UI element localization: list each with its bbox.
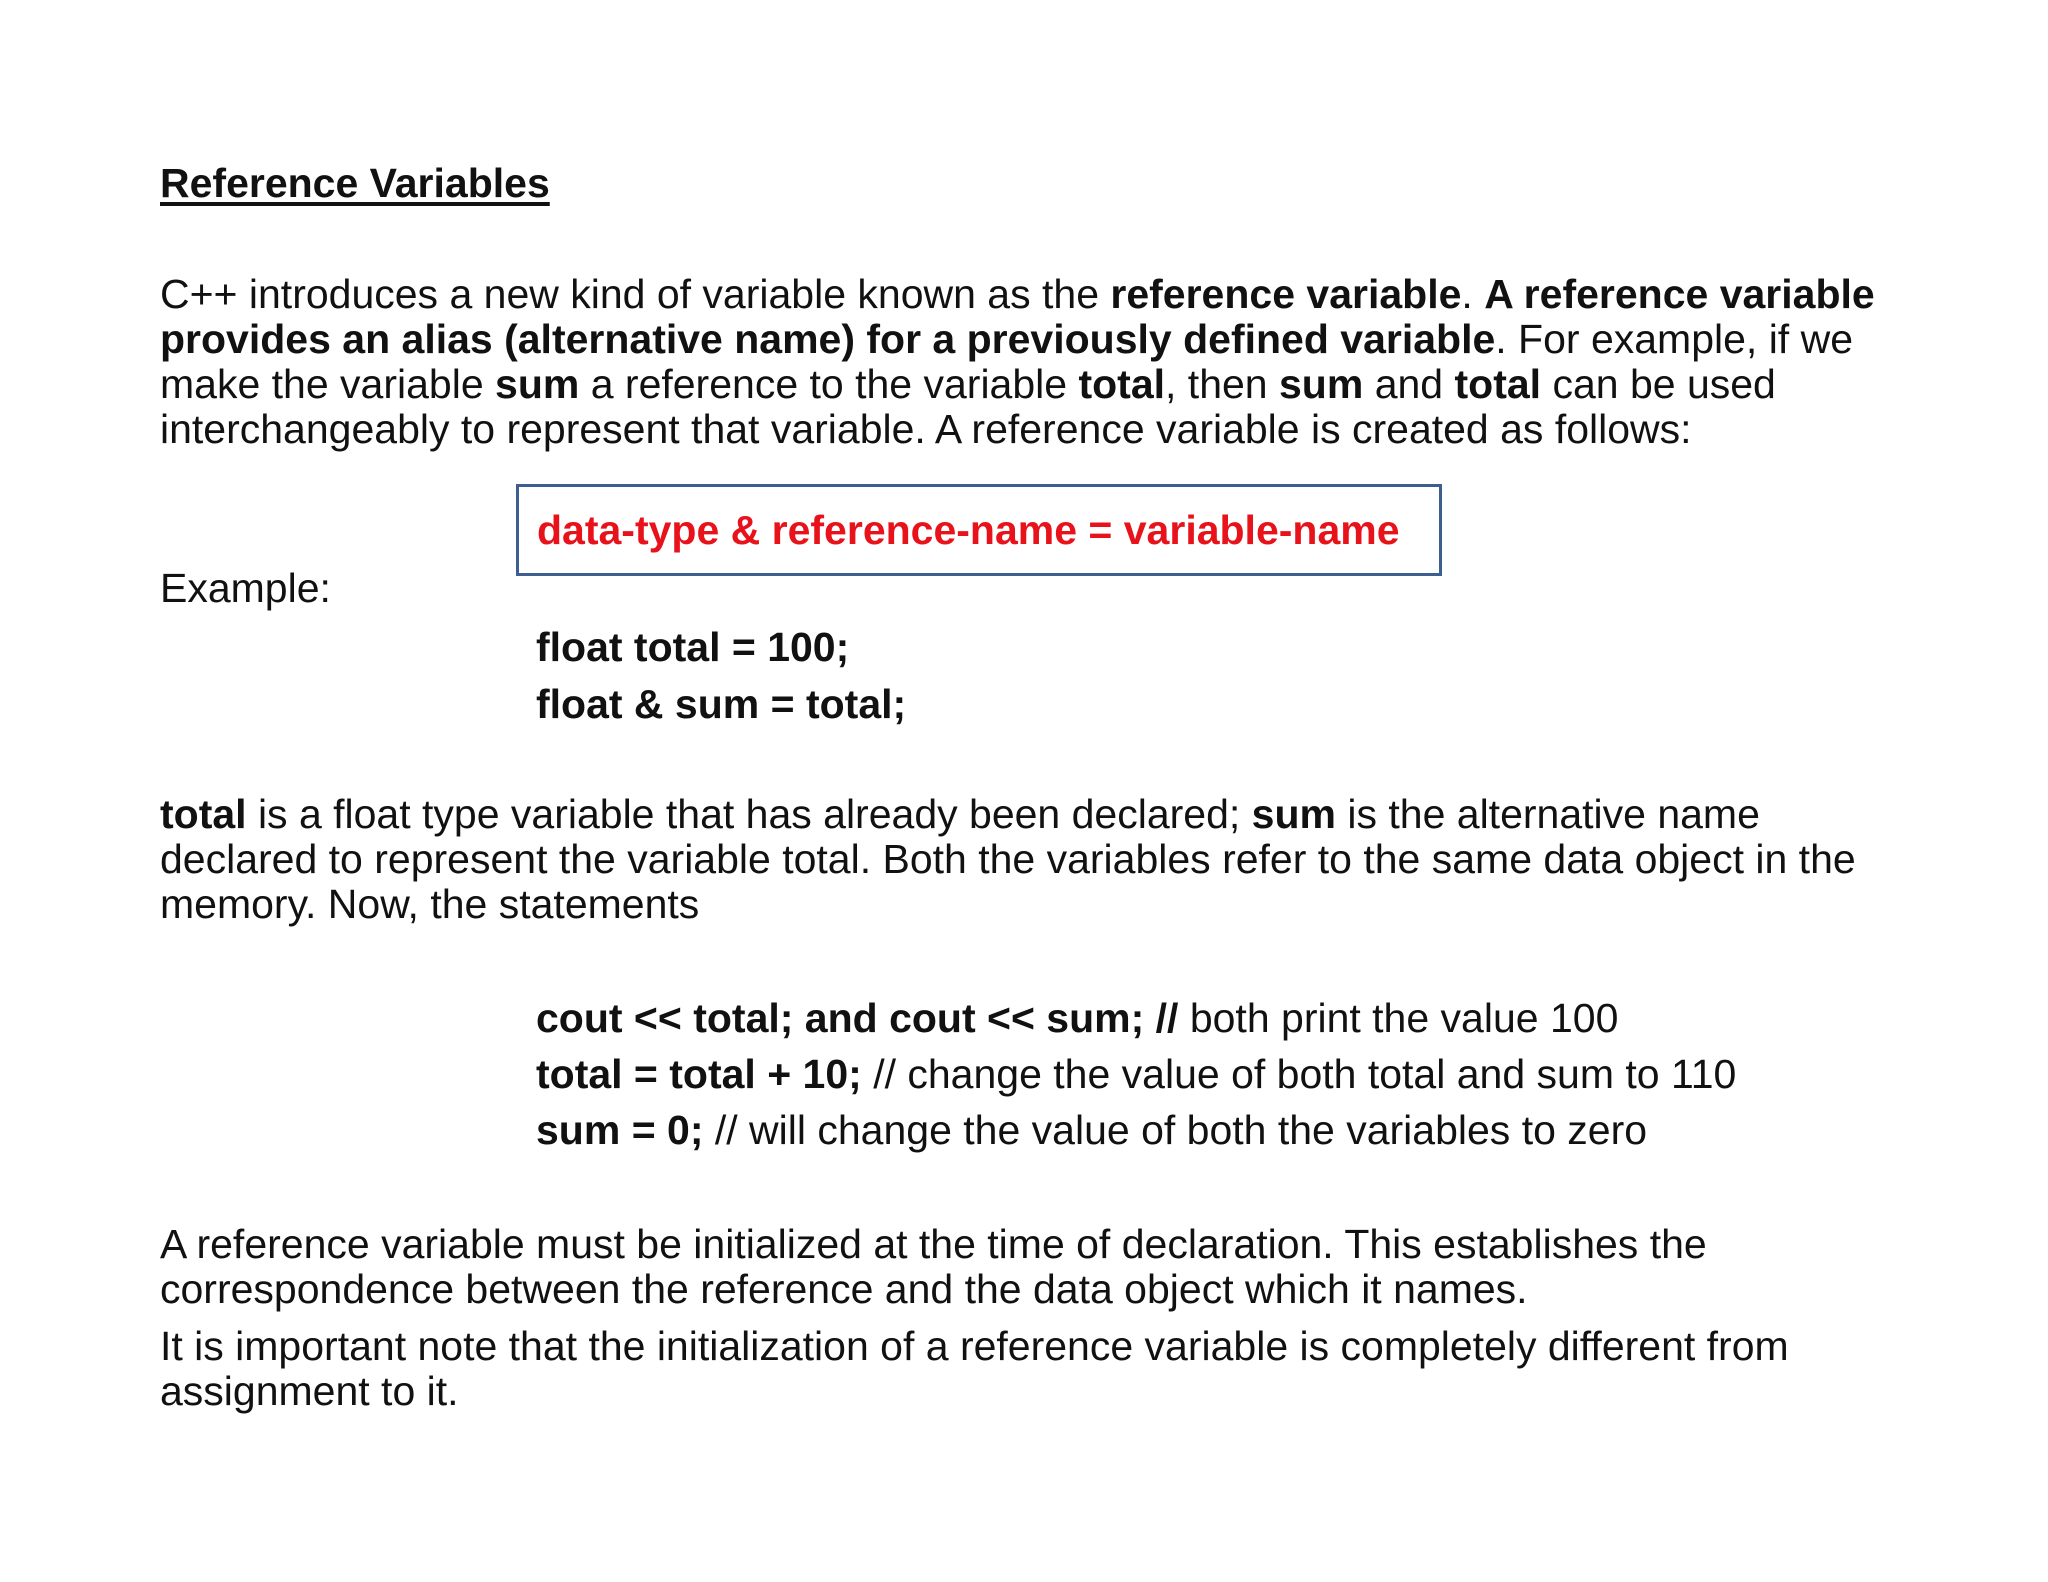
section-title: Reference Variables xyxy=(160,160,550,206)
statement-3-code: sum = 0; xyxy=(536,1107,704,1153)
syntax-text: data-type & reference-name = variable-name xyxy=(537,507,1400,553)
explanation-paragraph xyxy=(160,792,1920,927)
intro-bold-1: reference variable xyxy=(1110,271,1462,317)
explanation-bold-1: total xyxy=(160,791,247,837)
example-label: Example: xyxy=(160,565,331,611)
explanation-bold-2: sum xyxy=(1251,791,1336,837)
intro-bold-4: total xyxy=(1078,361,1166,407)
intro-text-6: and xyxy=(1363,361,1455,407)
intro-text-3: . For example, if we make the variable xyxy=(160,316,1853,407)
intro-bold-2: A reference variable provides an alias (alternative name) for a previously defined variable xyxy=(160,271,1875,362)
intro-bold-3: sum xyxy=(495,361,580,407)
example-code-line-1-text: float total = 100; xyxy=(536,624,850,670)
example-code-line-2 xyxy=(536,682,906,727)
intro-text-7: can be used interchangeably to represent that variable. A reference variable is created as follows: xyxy=(160,361,1776,452)
intro-text-5: , then xyxy=(1165,361,1279,407)
intro-bold-5: sum xyxy=(1279,361,1364,407)
intro-text-1: C++ introduces a new kind of variable known as the xyxy=(160,271,1111,317)
statement-line-1 xyxy=(536,996,1618,1041)
closing-paragraph-2: It is important note that the initialization of a reference variable is completely different from assignment to it. xyxy=(160,1323,1789,1414)
syntax-box xyxy=(516,484,1442,576)
intro-text-4: a reference to the variable xyxy=(579,361,1079,407)
example-code-line-1 xyxy=(536,625,849,670)
statement-1-code: cout << total; and cout << sum; // xyxy=(536,995,1179,1041)
statement-2-comment: // change the value of both total and sum to 110 xyxy=(861,1051,1737,1097)
explanation-text-1: is a float type variable that has already been declared; xyxy=(246,791,1252,837)
example-code-line-2-text: float & sum = total; xyxy=(536,681,907,727)
closing-paragraph-1: A reference variable must be initialized at the time of declaration. This establishes the correspondence between the reference and the data object which it names. xyxy=(160,1221,1707,1312)
statement-2-code: total = total + 10; xyxy=(536,1051,862,1097)
intro-paragraph xyxy=(160,272,1920,452)
statement-1-comment: both print the value 100 xyxy=(1178,995,1619,1041)
intro-text-2: . xyxy=(1461,271,1485,317)
statement-3-comment: // will change the value of both the variables to zero xyxy=(703,1107,1648,1153)
statement-line-2 xyxy=(536,1052,1736,1097)
explanation-text-2: is the alternative name declared to represent the variable total. Both the variables refer to the same data object in the memory. Now, the statements xyxy=(160,791,1856,927)
intro-bold-6: total xyxy=(1454,361,1542,407)
statement-line-3 xyxy=(536,1108,1647,1153)
